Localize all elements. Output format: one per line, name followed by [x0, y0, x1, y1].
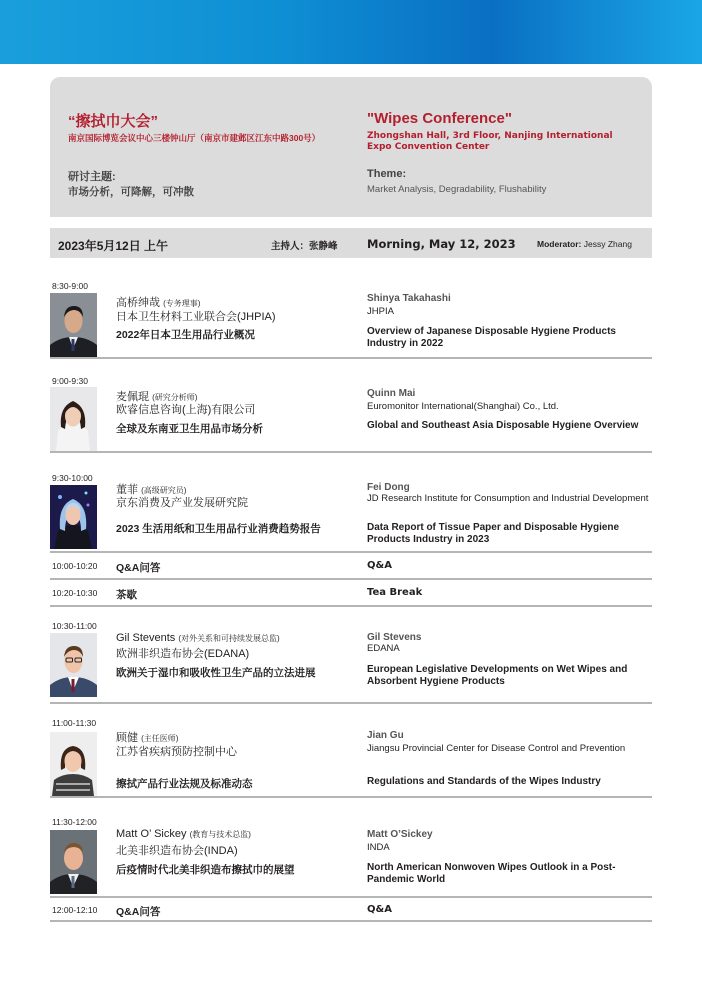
- en-topic: Global and Southeast Asia Disposable Hygiene Overview: [367, 420, 639, 431]
- en-speaker-name: Matt O’Sickey: [367, 829, 433, 840]
- en-topic: Data Report of Tissue Paper and Disposable Hygiene Products Industry in 2023: [367, 522, 620, 545]
- session-time: 9:00-9:30: [52, 376, 88, 386]
- speaker-portrait-icon: [50, 633, 97, 697]
- en-speaker-org: INDA: [367, 842, 390, 853]
- en-topic: Overview of Japanese Disposable Hygiene Products Industry in 2022: [367, 326, 616, 349]
- session-time: 10:30-11:00: [52, 621, 97, 631]
- cn-speaker-org: 北美非织造布协会(INDA): [116, 845, 238, 857]
- speaker-photo: [50, 830, 97, 894]
- row-divider: [50, 451, 652, 453]
- cn-role-text: (专务理事): [163, 299, 201, 308]
- cn-name-text: Matt O’ Sickey: [116, 828, 187, 840]
- row-divider: [50, 796, 652, 798]
- en-conference-title: "Wipes Conference": [367, 110, 512, 127]
- speaker-photo: [50, 633, 97, 697]
- en-speaker-org: JD Research Institute for Consumption and Industrial Development: [367, 493, 649, 504]
- break-time: 10:00-10:20: [52, 561, 98, 571]
- cn-topic: 2022年日本卫生用品行业概况: [116, 329, 255, 341]
- cn-conference-title: “擦拭巾大会”: [68, 113, 159, 130]
- cn-name-text: 顾健: [116, 732, 138, 744]
- en-speaker-name: Shinya Takahashi: [367, 293, 451, 304]
- row-divider: [50, 605, 652, 607]
- en-speaker-org: JHPIA: [367, 306, 394, 317]
- break-label-en: Tea Break: [367, 587, 423, 598]
- en-speaker-name: Gil Stevens: [367, 632, 422, 643]
- conference-header: [50, 77, 652, 217]
- top-banner: [0, 0, 702, 64]
- speaker-photo: [50, 293, 97, 357]
- en-venue: Zhongshan Hall, 3rd Floor, Nanjing International Expo Convention Center: [367, 131, 613, 152]
- cn-speaker-name: [116, 632, 280, 644]
- en-speaker-org: EDANA: [367, 643, 400, 654]
- row-divider: [50, 702, 652, 704]
- cn-role-text: (研究分析师): [152, 393, 198, 402]
- cn-theme-value: 市场分析，可降解，可冲散: [68, 186, 194, 198]
- cn-role-text: (高级研究员): [141, 486, 187, 495]
- en-speaker-org: Euromonitor International(Shanghai) Co., Ltd.: [367, 401, 559, 412]
- speaker-portrait-icon: [50, 293, 97, 357]
- cn-speaker-name: [116, 828, 251, 840]
- break-label-en: Q&A: [367, 560, 392, 571]
- session-time: 9:30-10:00: [52, 473, 93, 483]
- en-theme-value: Market Analysis, Degradability, Flushability: [367, 184, 547, 195]
- cn-moderator: 主持人：张静峰: [271, 241, 338, 252]
- en-topic: Regulations and Standards of the Wipes Industry: [367, 776, 601, 787]
- break-time: 10:20-10:30: [52, 588, 98, 598]
- cn-theme-label: 研讨主题:: [68, 171, 116, 183]
- cn-speaker-org: 江苏省疾病预防控制中心: [116, 746, 237, 758]
- en-moderator-name: Jessy Zhang: [583, 239, 632, 249]
- break-label-cn: Q&A问答: [116, 906, 161, 918]
- day-bar: [50, 228, 652, 258]
- cn-name-text: 高桥绅哉: [116, 297, 160, 309]
- speaker-photo: [50, 485, 97, 549]
- cn-topic: 2023 生活用纸和卫生用品行业消费趋势报告: [116, 523, 321, 535]
- row-divider: [50, 357, 652, 359]
- break-label-en: Q&A: [367, 904, 392, 915]
- speaker-portrait-icon: [50, 387, 97, 451]
- speaker-photo: [50, 732, 97, 796]
- row-divider: [50, 896, 652, 898]
- cn-venue: 南京国际博览会议中心三楼钟山厅（南京市建邺区江东中路300号）: [68, 133, 321, 143]
- speaker-portrait-icon: [50, 485, 97, 549]
- row-divider: [50, 551, 652, 553]
- cn-topic: 全球及东南亚卫生用品市场分析: [116, 423, 263, 435]
- en-topic: North American Nonwoven Wipes Outlook in a Post-Pandemic World: [367, 862, 616, 885]
- en-theme-label: Theme:: [367, 168, 407, 180]
- cn-topic: 欧洲关于湿巾和吸收性卫生产品的立法进展: [116, 667, 316, 679]
- speaker-portrait-icon: [50, 732, 97, 796]
- en-topic: European Legislative Developments on Wet Wipes and Absorbent Hygiene Products: [367, 664, 628, 687]
- cn-speaker-org: 日本卫生材料工业联合会(JHPIA): [116, 311, 276, 323]
- en-speaker-org: Jiangsu Provincial Center for Disease Control and Prevention: [367, 743, 626, 754]
- cn-topic: 擦拭产品行业法规及标准动态: [116, 778, 253, 790]
- cn-speaker-org: 欧洲非织造布协会(EDANA): [116, 648, 250, 660]
- speaker-portrait-icon: [50, 830, 97, 894]
- break-label-cn: Q&A问答: [116, 562, 161, 574]
- cn-name-text: Gil Stevents: [116, 632, 176, 644]
- en-moderator-label: Moderator:: [537, 239, 582, 249]
- session-time: 8:30-9:00: [52, 281, 88, 291]
- session-time: 11:30-12:00: [52, 817, 97, 827]
- cn-date: 2023年5月12日 上午: [58, 239, 169, 253]
- row-divider: [50, 920, 652, 922]
- cn-role-text: (教育与技术总监): [189, 830, 251, 839]
- break-time: 12:00-12:10: [52, 905, 98, 915]
- speaker-photo: [50, 387, 97, 451]
- cn-speaker-org: 京东消费及产业发展研究院: [116, 497, 248, 509]
- row-divider: [50, 578, 652, 580]
- en-speaker-name: Jian Gu: [367, 730, 404, 741]
- break-label-cn: 茶歇: [116, 589, 137, 601]
- cn-name-text: 麦佩琨: [116, 391, 149, 403]
- en-speaker-name: Quinn Mai: [367, 388, 416, 399]
- en-date: Morning, May 12, 2023: [367, 237, 516, 251]
- cn-speaker-org: 欧睿信息咨询(上海)有限公司: [116, 404, 256, 416]
- cn-role-text: (主任医师): [141, 734, 179, 743]
- cn-role-text: (对外关系和可持续发展总监): [178, 634, 280, 643]
- session-time: 11:00-11:30: [52, 718, 97, 728]
- en-speaker-name: Fei Dong: [367, 482, 410, 493]
- cn-name-text: 董菲: [116, 484, 138, 496]
- cn-topic: 后疫情时代北美非织造布擦拭巾的展望: [116, 864, 295, 876]
- en-moderator: [537, 239, 632, 249]
